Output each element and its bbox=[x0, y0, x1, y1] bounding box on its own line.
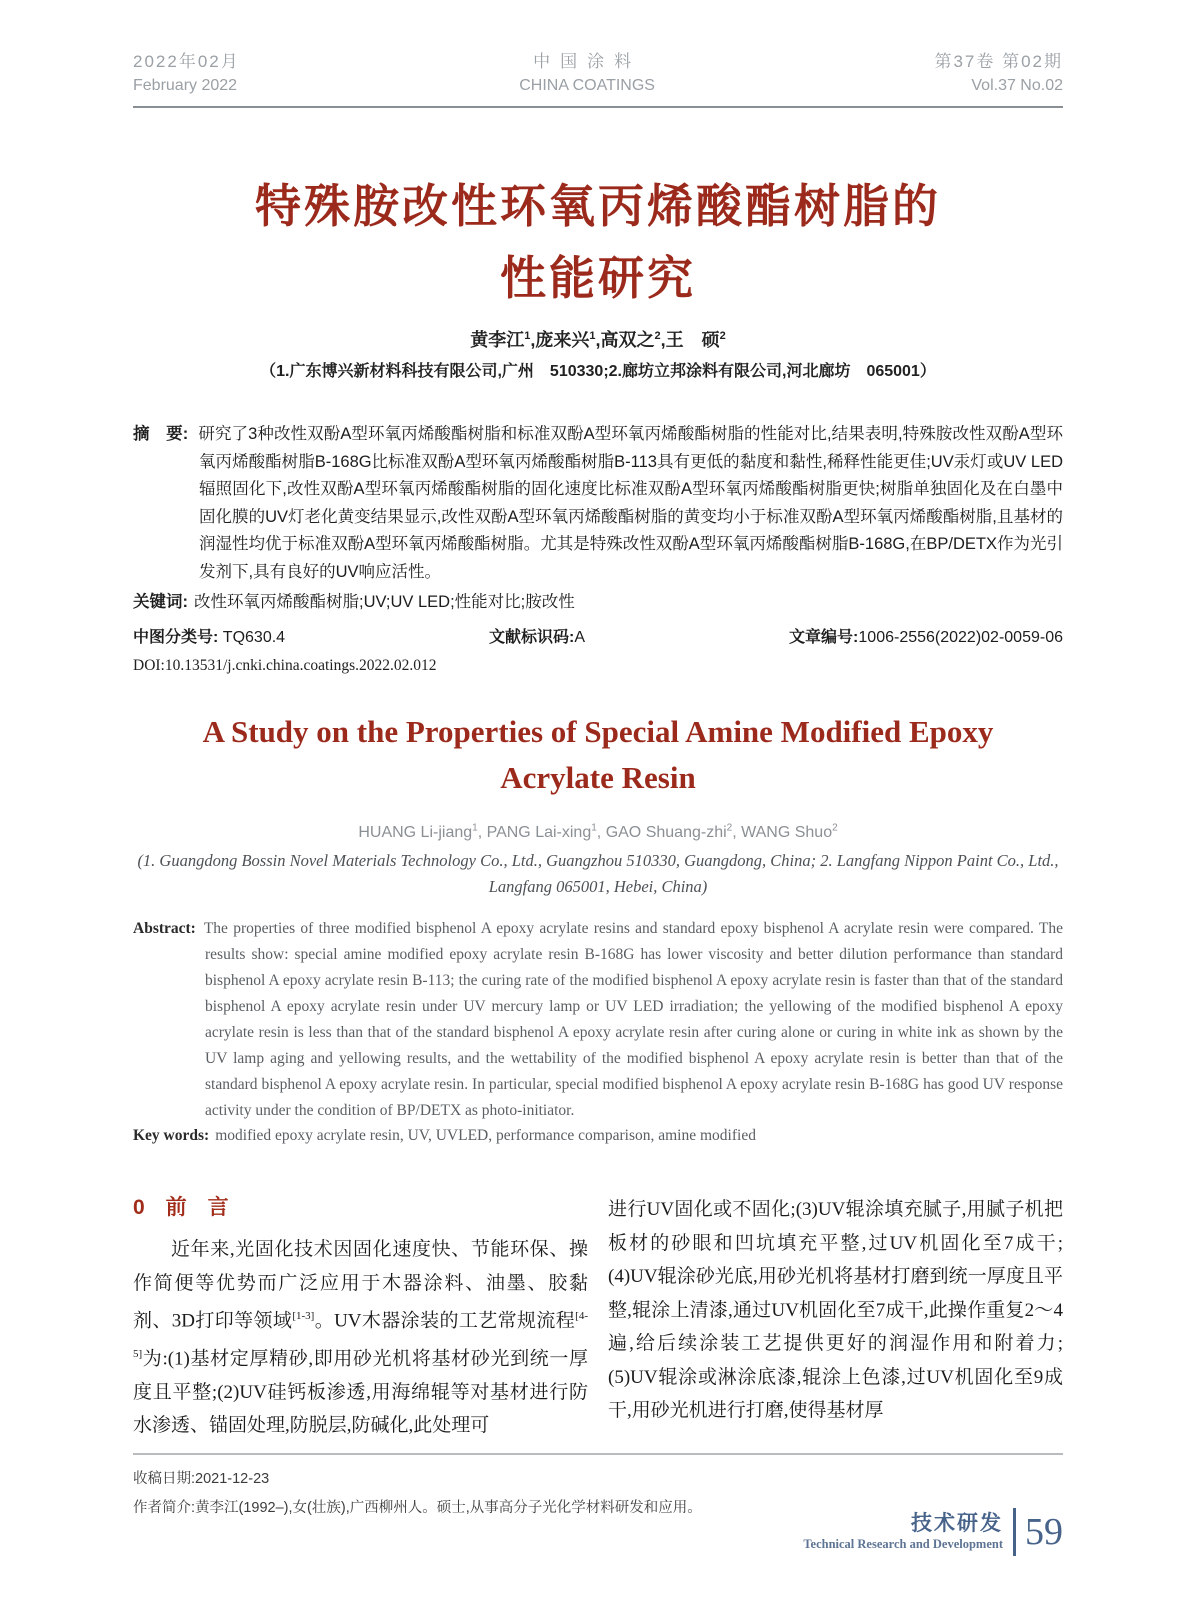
abstract-zh-label: 摘 要: bbox=[133, 425, 189, 443]
author-zh: 庞来兴$^1$, bbox=[535, 330, 601, 350]
affiliation-en: (1. Guangdong Bossin Novel Materials Technology Co., Ltd., Guangzhou 510330, Guangdong, China; 2. Langfang Nippon Paint Co., Ltd., Langfang 065001, Hebei, China) bbox=[137, 851, 1059, 897]
footer-section bbox=[803, 1512, 1003, 1552]
author-bio: 作者简介:黄李江(1992–),女(壮族),广西柳州人。硕士,从事高分子光化学材料研发和应用。 bbox=[133, 1499, 702, 1516]
footer-divider-bar bbox=[1013, 1508, 1016, 1556]
footer-section-en: Technical Research and Development bbox=[803, 1537, 1003, 1551]
doi: DOI:10.13531/j.cnki.china.coatings.2022.02.012 bbox=[133, 657, 437, 674]
received-date: 收稿日期:2021-12-23 bbox=[133, 1470, 270, 1487]
article-title-en bbox=[133, 709, 1063, 801]
article-title-zh bbox=[133, 170, 1063, 314]
footer-section-zh: 技术研发 bbox=[911, 1512, 1003, 1535]
authors-zh bbox=[133, 326, 1063, 352]
journal-header bbox=[133, 0, 1063, 108]
article-title-zh-line1: 特殊胺改性环氧丙烯酸酯树脂的 bbox=[255, 180, 941, 232]
author-zh: 黄李江$^1$, bbox=[470, 330, 536, 350]
author-en: WANG Shuo$^2$ bbox=[741, 823, 838, 842]
author-en: HUANG Li-jiang$^1$, bbox=[358, 823, 487, 842]
author-zh: 王 硕$^2$ bbox=[665, 330, 726, 350]
keywords-en-text: modified epoxy acrylate resin, UV, UVLED, performance comparison, amine modified bbox=[215, 1127, 756, 1145]
header-date-zh: 2022年02月 bbox=[133, 52, 240, 71]
body-columns bbox=[133, 1193, 1063, 1443]
left-column bbox=[133, 1193, 588, 1443]
header-date bbox=[133, 50, 240, 98]
header-issue bbox=[934, 50, 1063, 98]
abstract-zh-text: 研究了3种改性双酚A型环氧丙烯酸酯树脂和标准双酚A型环氧丙烯酸酯树脂的性能对比,结果表明,特殊胺改性双酚A型环氧丙烯酸酯树脂B-168G比标准双酚A型环氧丙烯酸酯树脂B-113具有更低的黏度和黏性,稀释性能更佳;UV汞灯或UV LED辐照固化下,改性双酚A型环氧丙烯酸酯树脂的固化速度比标准双酚A型环氧丙烯酸酯树脂更快;树脂单独固化及在白墨中固化膜的UV灯老化黄变结果显示,改性双酚A型环氧丙烯酸酯树脂的黄变均小于标准双酚A型环氧丙烯酸酯树脂,且基材的润湿性均优于标准双酚A型环氧丙烯酸酯树脂。尤其是特殊改性双酚A型环氧丙烯酸酯树脂B-168G,在BP/DETX作为光引发剂下,具有良好的UV响应活性。 bbox=[198, 425, 1063, 581]
article-title-en-line1: A Study on the Properties of Special Amine Modified Epoxy bbox=[202, 714, 994, 749]
header-journal bbox=[519, 50, 655, 98]
affiliation-zh: （1.广东博兴新材料科技有限公司,广州 510330;2.廊坊立邦涂料有限公司,河北廊坊 065001） bbox=[260, 363, 936, 380]
abstract-en-label: Abstract: bbox=[133, 920, 196, 938]
citation-ref: [1-3] bbox=[292, 1310, 315, 1323]
section-0-heading: 0 前 言 bbox=[133, 1196, 229, 1220]
abstract-zh bbox=[133, 421, 1063, 586]
keywords-zh bbox=[133, 589, 1063, 616]
author-en: GAO Shuang-zhi$^2$, bbox=[605, 823, 742, 842]
abstract-en bbox=[133, 916, 1063, 1124]
article-title-zh-line2: 性能研究 bbox=[500, 252, 696, 304]
keywords-zh-text: 改性环氧丙烯酸酯树脂;UV;UV LED;性能对比;胺改性 bbox=[194, 593, 575, 611]
header-journal-zh: 中国涂料 bbox=[533, 52, 642, 71]
header-journal-en: CHINA COATINGS bbox=[519, 77, 655, 94]
meta-row bbox=[133, 624, 1063, 647]
document-code: 文献标识码:A bbox=[489, 629, 586, 646]
keywords-en-label: Key words: bbox=[133, 1127, 210, 1145]
authors-en bbox=[133, 823, 1063, 842]
right-column bbox=[608, 1193, 1063, 1443]
clc-number: 中图分类号: TQ630.4 bbox=[133, 629, 286, 646]
article-title-en-line2: Acrylate Resin bbox=[500, 760, 696, 795]
page-number: 59 bbox=[1025, 1511, 1063, 1553]
section-0-paragraph: 近年来,光固化技术因固化速度快、节能环保、操作简便等优势而广泛应用于木器涂料、油墨、胶黏剂、3D打印等领域[1-3]。UV木器涂装的工艺常规流程[4-5]为:(1)基材定厚精砂,即用砂光机将基材砂光到统一厚度且平整;(2)UV硅钙板渗透,用海绵辊等对基材进行防水渗透、锚固处理,防脱层,防碱化,此处理可 bbox=[133, 1239, 588, 1437]
header-date-en: February 2022 bbox=[133, 77, 238, 94]
keywords-zh-label: 关键词: bbox=[133, 593, 188, 611]
abstract-en-text: The properties of three modified bisphenol A epoxy acrylate resins and standard epoxy bisphenol A acrylate resin were compared. The results show: special amine modified epoxy acrylate resin B-168G has lower viscosity and better dilution performance than standard bisphenol A epoxy acrylate resin B-113; the curing rate of the modified bisphenol A epoxy acrylate resin is faster than that of the standard bisphenol A epoxy acrylate resin under UV mercury lamp or UV LED irradiation; the yellowing of the modified bisphenol A epoxy acrylate resin is less than that of the standard bisphenol A epoxy acrylate resin after curing alone or curing in white ink as shown by the UV lamp aging and yellowing results, and the wettability of the modified bisphenol A epoxy acrylate resin is better than that of the standard bisphenol A epoxy acrylate resin. In particular, special modified bisphenol A epoxy acrylate resin B-168G has good UV response activity under the condition of BP/DETX as photo-initiator. bbox=[203, 920, 1063, 1120]
header-issue-zh: 第37卷 第02期 bbox=[934, 52, 1063, 71]
author-en: PANG Lai-xing$^1$, bbox=[486, 823, 606, 842]
author-zh: 高双之$^2$, bbox=[600, 330, 666, 350]
keywords-en bbox=[133, 1127, 1063, 1145]
body-paragraph-continued: 进行UV固化或不固化;(3)UV辊涂填充腻子,用腻子机把板材的砂眼和凹坑填充平整,过UV机固化至7成干;(4)UV辊涂砂光底,用砂光机将基材打磨到统一厚度且平整,辊涂上清漆,通过UV机固化至7成干,此操作重复2～4遍,给后续涂装工艺提供更好的润湿作用和附着力;(5)UV辊涂或淋涂底漆,辊涂上色漆,过UV机固化至9成干,用砂光机进行打磨,使得基材厚 bbox=[608, 1199, 1063, 1422]
article-id: 文章编号:1006-2556(2022)02-0059-06 bbox=[789, 629, 1063, 646]
header-issue-en: Vol.37 No.02 bbox=[971, 77, 1063, 94]
citation-ref: [4-5] bbox=[133, 1310, 588, 1361]
page-footer bbox=[803, 1508, 1063, 1556]
